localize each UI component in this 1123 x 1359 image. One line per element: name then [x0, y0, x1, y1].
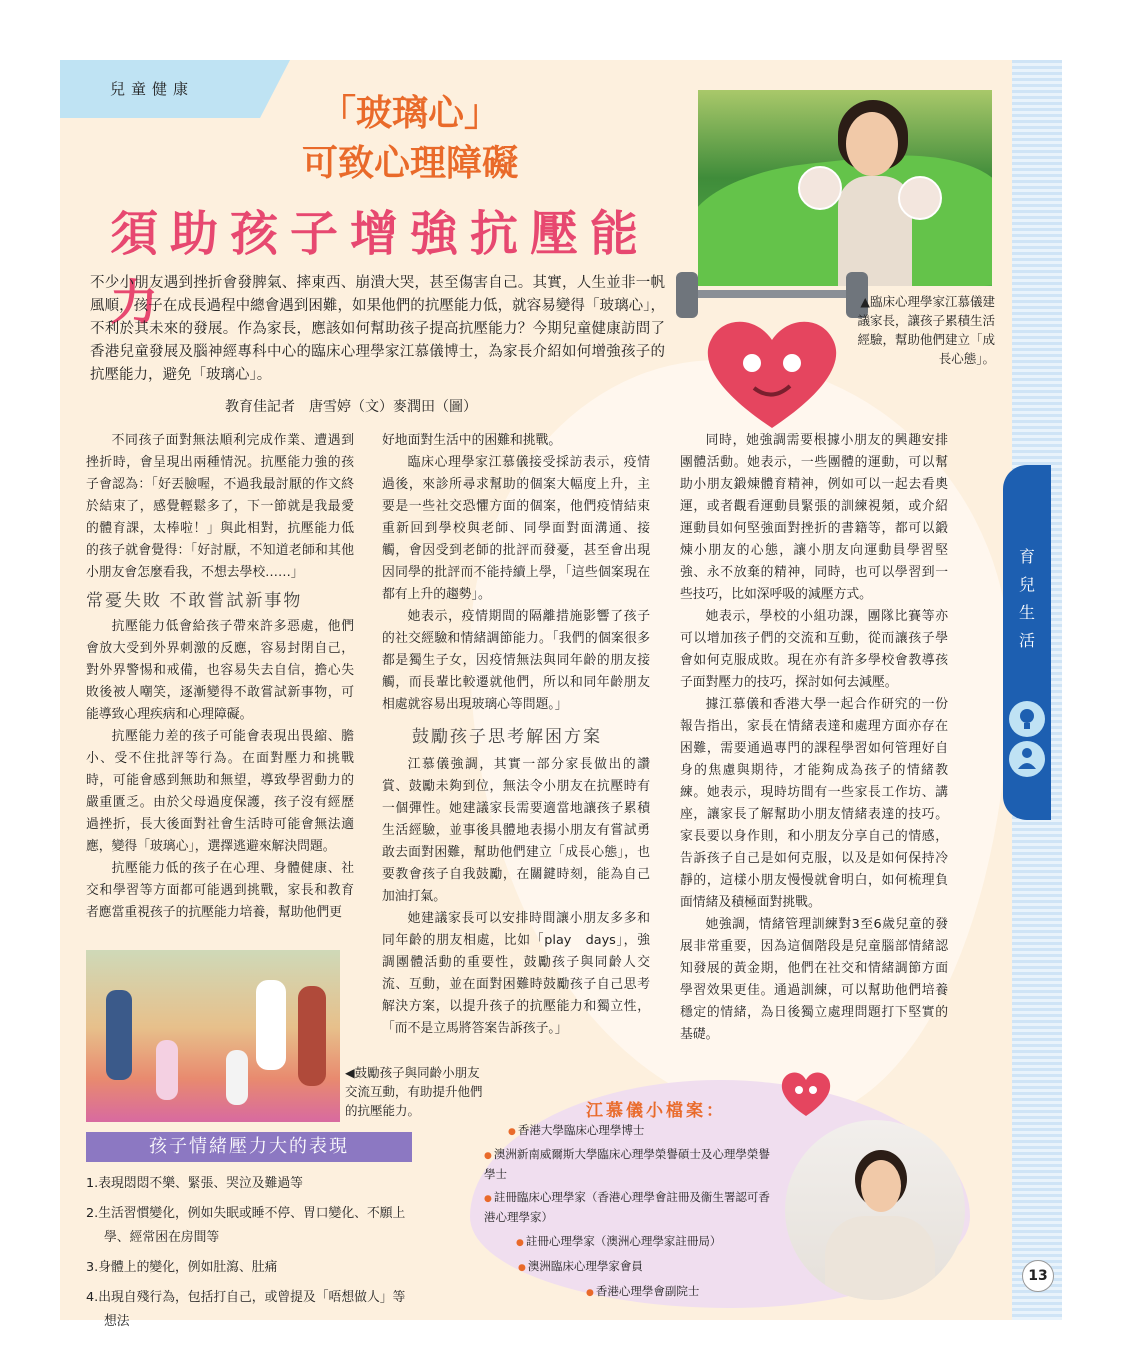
col1-paragraph: 不同孩子面對無法順利完成作業、遭遇到挫折時，會呈現出兩種情況。抗壓能力強的孩子會認為：「好丟臉喔，不過我最討厭的作文終於結束了，感覺輕鬆多了，下一節就是我最愛的體育課，太棒啦！」與此相對，抗壓能力低的孩子就會覺得：「好討厭，不知道老師和其他小朋友會怎麼看我，不想去學校……」 [86, 433, 354, 580]
col2-paragraph: 江慕儀強調，其實一部分家長做出的讚賞、鼓勵未夠到位，無法令小朋友在抗壓時有一個彈性。她建議家長需要適當地讓孩子累積生活經驗，並事後具體地表揚小朋友有嘗試勇敢去面對困難，幫助他們建立「成長心態」，也要教會孩子自我鼓勵，在關鍵時刻，能為自己加油打氣。 [382, 757, 650, 904]
col1-subheading: 常憂失敗 不敢嘗試新事物 [86, 591, 303, 611]
eye-right [783, 354, 801, 372]
col1-paragraph: 抗壓能力低會給孩子帶來許多惡處，他們會放大受到外界刺激的反應，容易封閉自己，對外界警惕和戒備，也容易失去自信，擔心失敗後被人嘲笑，逐漸變得不敢嘗試新事物，可能導致心理疾病和心理障礙。 [86, 619, 354, 722]
col1-paragraph: 抗壓能力差的孩子可能會表現出畏縮、膽小、受不住批評等行為。在面對壓力和挑戰時，可能會感到無助和無望，導致學習動力的嚴重匱乏。由於父母過度保護，孩子沒有經歷過挫折，長大後面對社會生活時可能會無法適應，變得「玻璃心」，選擇逃避來解決問題。 [86, 729, 354, 854]
col3-paragraph: 同時，她強調需要根據小朋友的興趣安排團體活動。她表示，一些團體的運動，可以幫助小朋友鍛煉體育精神，例如可以一起去看奧運，或者觀看運動員緊張的訓練視頻，或介紹運動員如何堅強面對挫折的書籍等，都可以鍛煉小朋友的心態，讓小朋友向運動員學習堅強、永不放棄的精神，同時，也可以學習到一些技巧，比如深呼吸的減壓方式。 [680, 433, 948, 602]
section-side-tab [1003, 465, 1051, 820]
side-tab-label [1003, 543, 1051, 655]
page-number: 13 [1022, 1260, 1054, 1292]
puppet-left [798, 166, 842, 210]
symptoms-box-title: 孩子情緒壓力大的表現 [86, 1132, 412, 1162]
child-figure [226, 1050, 248, 1105]
lightbulb-icon [1009, 701, 1045, 737]
eye-right [809, 1086, 817, 1094]
col3-paragraph: 她表示，學校的小組功課，團隊比賽等亦可以增加孩子們的交流和互動，從而讓孩子學會如何克服成敗。現在亦有許多學校會教導孩子面對壓力的技巧，探討如何去減壓。 [680, 609, 948, 690]
profile-item: ● 香港心理學會副院士 [586, 1282, 776, 1302]
barbell-weight-left [676, 272, 698, 318]
column-3 [680, 430, 948, 1046]
title-line-2: 可致心理障礙 [301, 143, 518, 184]
byline: 教育佳記者 唐雪婷（文）麥潤田（圖） [225, 399, 477, 415]
kids-playground-photo [86, 950, 340, 1122]
list-item: 4.出現自殘行為，包括打自己，或曾提及「唔想做人」等想法 [86, 1290, 406, 1329]
column-1 [86, 430, 354, 924]
section-label: 兒童健康 [110, 80, 195, 98]
heart-shape [708, 322, 836, 428]
face [861, 1160, 901, 1212]
list-item: 3.身體上的變化，例如肚瀉、肚痛 [86, 1260, 278, 1275]
person-figure [298, 986, 326, 1086]
person-icon [1009, 741, 1045, 777]
barbell-bar [682, 290, 862, 298]
small-heart-mascot-illustration [775, 1062, 837, 1120]
col2-paragraph: 她表示，疫情期間的隔離措施影響了孩子的社交經驗和情緒調節能力。「我們的個案很多都是獨生子女，因疫情無法與同年齡的朋友接觸，而長輩比較遷就他們，所以和同年齡朋友相處就容易出現玻璃心等問題。」 [382, 609, 650, 712]
col3-paragraph: 據江慕儀和香港大學一起合作研究的一份報告指出，家長在情緒表達和處理方面亦存在困難，需要通過專門的課程學習如何管理好自身的焦慮與期待，才能夠成為孩子的情緒教練。她表示，現時坊間有一些家長工作坊、講座，讓家長了解幫助小朋友情緒表達的技巧。家長要以身作則，和小朋友分享自己的情感，告訴孩子自己是如何克服，以及是如何保持冷靜的，這樣小朋友慢慢就會明白，如何梳理負面情緒及積極面對挑戰。 [680, 697, 948, 910]
profile-title: 江慕儀小檔案： [586, 1101, 726, 1121]
profile-item: ● 香港大學臨床心理學博士 [508, 1121, 778, 1141]
col2-paragraph: 她建議家長可以安排時間讓小朋友多多和同年齡的朋友相處，比如「play days」，強調團體活動的重要性，鼓勵孩子與同齡人交流、互動，並在面對困難時鼓勵孩子自己思考解決方案，以提升孩子的抗壓能力和獨立性，「而不是立馬將答案告訴孩子。」 [382, 911, 650, 1036]
caption-kids: ◀鼓勵孩子與同齡小朋友交流互動，有助提升他們的抗壓能力。 [345, 1065, 483, 1118]
psychologist-photo [698, 90, 992, 286]
profile-item: ● 註冊臨床心理學家（香港心理學會註冊及衞生署認可香港心理學家） [484, 1188, 776, 1226]
profile-item: ● 澳洲臨床心理學家會員 [518, 1257, 768, 1277]
heart-mascot-illustration [672, 268, 872, 438]
col2-paragraph: 好地面對生活中的困難和挑戰。 [382, 433, 562, 448]
side-tab-text: 育兒生活 [1019, 547, 1038, 650]
woman-face [846, 112, 898, 176]
list-item: 1.表現悶悶不樂、緊張、哭泣及難過等 [86, 1176, 303, 1191]
eye-left [795, 1086, 803, 1094]
small-heart-shape [782, 1073, 830, 1117]
title-line-3: 須助孩子增強抗壓能力 [110, 206, 651, 331]
person-figure [106, 990, 132, 1080]
profile-portrait [785, 1120, 965, 1300]
lede-paragraph: 不少小朋友遇到挫折會發脾氣、摔東西、崩潰大哭，甚至傷害自己。其實，人生並非一帆風順，孩子在成長過程中總會遇到困難，如果他們的抗壓能力低，就容易變得「玻璃心」，不利於其未來的發展。作為家長，應該如何幫助孩子提高抗壓能力？今期兒童健康訪問了香港兒童發展及腦神經專科中心的臨床心理學家江慕儀博士，為家長介紹如何增強孩子的抗壓能力，避免「玻璃心」。 [90, 275, 665, 383]
title-line-1: 「玻璃心」 [319, 93, 500, 134]
caption-top: ▲臨床心理學家江慕儀建議家長，讓孩子累積生活經驗，幫助他們建立「成長心態」。 [857, 294, 995, 366]
puppet-right [898, 176, 942, 220]
col1-paragraph: 抗壓能力低的孩子在心理、身體健康、社交和學習等方面都可能遇到挑戰，家長和教育者應當重視孩子的抗壓能力培養，幫助他們更 [86, 861, 354, 920]
column-2 [382, 430, 650, 1040]
symptoms-list [86, 1172, 416, 1334]
col3-paragraph: 她強調，情緒管理訓練對3至6歲兒童的發展非常重要，因為這個階段是兒童腦部情緒認知發展的黃金期，他們在社交和情緒調節方面學習效果更佳。通過訓練，可以幫助他們培養穩定的情緒，為日後獨立處理問題打下堅實的基礎。 [680, 917, 948, 1042]
col2-paragraph: 臨床心理學家江慕儀接受採訪表示，疫情過後，來診所尋求幫助的個案大幅度上升，主要是一些社交恐懼方面的個案，他們疫情結束重新回到學校與老師、同學面對面溝通、接觸，會因受到老師的批評而發憂，甚至會出現因同學的批評而不能持續上學，「這些個案現在都有上升的趨勢」。 [382, 455, 650, 602]
list-item: 2.生活習慣變化，例如失眠或睡不停、胃口變化、不願上學、經常困在房間等 [86, 1206, 406, 1245]
person-figure [256, 980, 286, 1070]
profile-item: ● 澳洲新南威爾斯大學臨床心理學榮譽碩士及心理學榮譽學士 [484, 1145, 776, 1183]
blazer [825, 1216, 935, 1300]
section-tag [60, 60, 260, 118]
eye-left [743, 354, 761, 372]
profile-item: ● 註冊心理學家（澳洲心理學家註冊局） [516, 1232, 776, 1252]
child-figure [156, 1040, 178, 1100]
col2-subheading: 鼓勵孩子思考解困方案 [412, 727, 602, 747]
